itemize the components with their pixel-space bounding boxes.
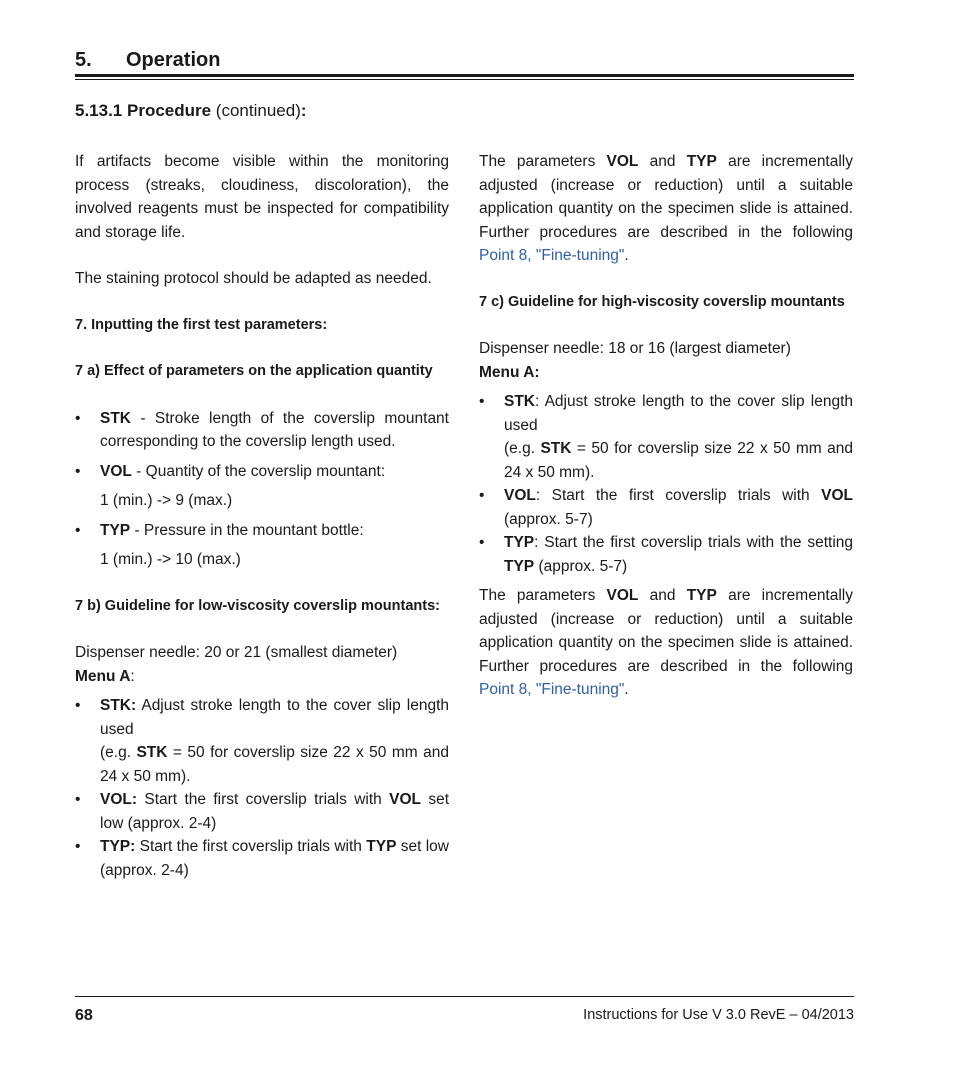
typ-high-post: (approx. 5-7)	[534, 557, 628, 575]
section-number: 5.	[75, 49, 92, 71]
p1-and: and	[638, 153, 687, 170]
vol-label: VOL	[100, 462, 132, 480]
step-7c-heading: 7 c) Guideline for high-viscosity coverslip mountants	[479, 293, 845, 310]
typ-low-typ: TYP	[366, 838, 397, 855]
stk-low-eg-stk: STK	[136, 744, 168, 761]
staining-paragraph: The staining protocol should be adapted as needed.	[75, 270, 432, 287]
stk-low-text: Adjust stroke length to the cover slip length used	[100, 697, 449, 738]
left-column	[75, 150, 449, 882]
stk-text: - Stroke length of the coverslip mountant corresponding to the coverslip length used.	[100, 409, 449, 450]
list-item-typ-high	[479, 531, 853, 578]
typ-high-label: TYP	[504, 534, 535, 551]
list-item-vol	[75, 460, 449, 484]
fine-tuning-link-1[interactable]: Point 8, "Fine-tuning"	[479, 247, 625, 264]
vol-low-label: VOL:	[100, 791, 138, 808]
parameters-paragraph-2	[479, 584, 853, 702]
stk-low-label: STK:	[100, 697, 137, 714]
footer-rule	[75, 996, 854, 997]
subsection-heading-colon: :	[300, 101, 307, 120]
p2-vol: VOL	[606, 587, 639, 604]
vol-high-vol: VOL	[821, 487, 853, 504]
vol-high-label: VOL	[504, 487, 536, 504]
p2-typ: TYP	[686, 587, 717, 604]
needle-low-viscosity: Dispenser needle: 20 or 21 (smallest diameter)	[75, 644, 398, 661]
p1-typ: TYP	[686, 153, 717, 170]
p2-and: and	[638, 587, 687, 604]
subsection-heading-bold: 5.13.1 Procedure	[75, 101, 212, 120]
subsection-heading	[75, 101, 307, 121]
list-item-typ	[75, 519, 449, 543]
document-info: Instructions for Use V 3.0 RevE – 04/2013	[583, 1007, 854, 1023]
step-7-heading: 7. Inputting the first test parameters:	[75, 316, 328, 333]
right-column	[479, 150, 853, 702]
typ-high-typ: TYP	[504, 557, 535, 575]
menu-a-label-right: Menu A:	[479, 363, 540, 381]
vol-low-post: set low (approx. 2-4)	[100, 791, 450, 832]
p1-b: are incrementally adjusted (increase or reduction) until a suitable application quantity on the specimen slide is attained. Further procedures are described in the following	[479, 153, 853, 241]
subsection-heading-rest: (continued)	[211, 101, 301, 120]
typ-low-post: set low (approx. 2-4)	[100, 838, 449, 879]
list-item-typ-low	[75, 835, 449, 882]
list-item-vol-high	[479, 484, 853, 531]
stk-high-eg-post: = 50 for coverslip size 22 x 50 mm and 24 x 50 mm).	[504, 440, 853, 481]
section-title: Operation	[126, 49, 221, 71]
typ-range: 1 (min.) -> 10 (max.)	[100, 551, 241, 568]
needle-high-viscosity: Dispenser needle: 18 or 16 (largest diameter)	[479, 340, 791, 357]
stk-high-eg-pre: (e.g.	[504, 440, 541, 457]
list-item-stk-low	[75, 694, 449, 788]
step-7b-heading: 7 b) Guideline for low-viscosity coverslip mountants:	[75, 597, 440, 614]
p2-end: .	[624, 681, 629, 698]
vol-low-text: Start the first coverslip trials with	[137, 791, 390, 808]
list-item-stk-high	[479, 390, 853, 484]
list-item-stk	[75, 407, 449, 454]
vol-low-vol: VOL	[389, 791, 421, 808]
stk-high-eg-stk: STK	[540, 440, 572, 457]
stk-low-eg-post: = 50 for coverslip size 22 x 50 mm and 24 x 50 mm).	[100, 744, 449, 785]
typ-low-label: TYP:	[100, 838, 136, 855]
fine-tuning-link-2[interactable]: Point 8, "Fine-tuning"	[479, 681, 625, 698]
p1-a: The parameters	[479, 153, 607, 170]
p1-end: .	[624, 247, 629, 264]
stk-label: STK	[100, 409, 131, 427]
p2-a: The parameters	[479, 587, 607, 604]
header-rule-thin	[75, 79, 854, 80]
artifacts-paragraph: If artifacts become visible within the monitoring process (streaks, cloudiness, discoloration), the involved reagents must be inspected for compatibility and storage life.	[75, 153, 449, 241]
typ-low-text: Start the first coverslip trials with	[135, 838, 367, 855]
vol-high-text: : Start the first coverslip trials with	[535, 487, 822, 504]
page-number: 68	[75, 1007, 93, 1024]
stk-low-eg-pre: (e.g.	[100, 744, 137, 761]
typ-label: TYP	[100, 521, 131, 539]
stk-high-label: STK	[504, 393, 535, 410]
step-7a-heading: 7 a) Effect of parameters on the application quantity	[75, 363, 433, 379]
vol-high-post: (approx. 5-7)	[504, 510, 593, 528]
vol-text: - Quantity of the coverslip mountant:	[131, 462, 386, 480]
menu-a-bold: Menu A	[75, 667, 131, 685]
menu-a-colon: :	[130, 667, 135, 685]
vol-range: 1 (min.) -> 9 (max.)	[100, 492, 233, 509]
p1-vol: VOL	[606, 153, 639, 170]
header-rule-thick	[75, 74, 854, 77]
typ-text: - Pressure in the mountant bottle:	[130, 521, 364, 539]
stk-high-text: : Adjust stroke length to the cover slip length used	[504, 393, 853, 434]
parameters-paragraph-1	[479, 150, 853, 268]
list-item-vol-low	[75, 788, 449, 835]
p2-b: are incrementally adjusted (increase or reduction) until a suitable application quantity on the specimen slide is attained. Further procedures are described in the following	[479, 587, 853, 675]
menu-a-label-left	[75, 665, 449, 689]
typ-high-text: : Start the first coverslip trials with the setting	[534, 534, 853, 551]
